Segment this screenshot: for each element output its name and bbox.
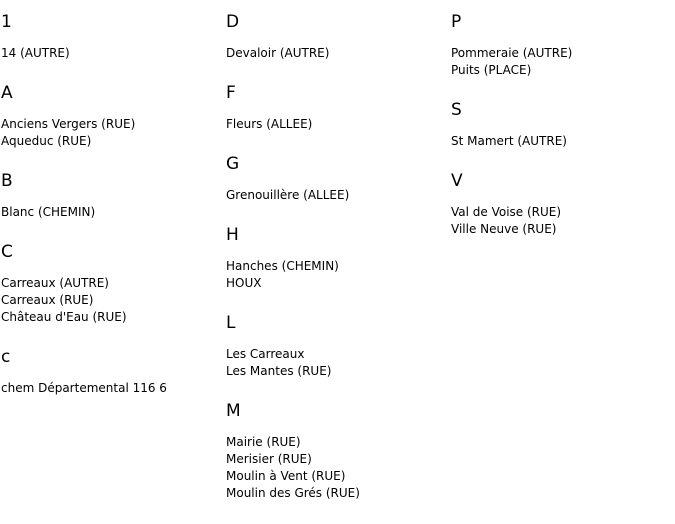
group-letter-heading: H bbox=[226, 225, 239, 245]
group-letter-heading: M bbox=[226, 401, 241, 421]
street-link[interactable]: Fleurs (ALLEE) bbox=[226, 117, 313, 131]
group-letter-heading: V bbox=[451, 171, 463, 191]
letter-group bbox=[1, 83, 221, 150]
street-list bbox=[1, 275, 221, 326]
group-letter-heading: F bbox=[226, 83, 236, 103]
street-list bbox=[226, 346, 446, 380]
street-link[interactable]: Moulin à Vent (RUE) bbox=[226, 469, 346, 483]
street-link[interactable]: Carreaux (AUTRE) bbox=[1, 276, 109, 290]
street-link[interactable]: Blanc (CHEMIN) bbox=[1, 205, 96, 219]
group-letter-heading: D bbox=[226, 12, 240, 32]
street-list bbox=[1, 45, 221, 62]
street-link[interactable]: Les Carreaux bbox=[226, 347, 305, 361]
street-link[interactable]: 14 (AUTRE) bbox=[1, 46, 70, 60]
letter-group bbox=[1, 242, 221, 326]
street-list bbox=[226, 45, 446, 62]
group-letter-heading: c bbox=[1, 347, 11, 367]
street-list bbox=[226, 258, 446, 292]
street-list bbox=[226, 116, 446, 133]
street-link[interactable]: Mairie (RUE) bbox=[226, 435, 301, 449]
letter-group bbox=[451, 100, 671, 150]
index-column bbox=[1, 0, 221, 397]
street-link[interactable]: Moulin des Grés (RUE) bbox=[226, 486, 360, 500]
street-list bbox=[1, 380, 221, 397]
letter-group bbox=[451, 12, 671, 79]
letter-group bbox=[226, 83, 446, 133]
street-list bbox=[451, 133, 671, 150]
group-letter-heading: P bbox=[451, 12, 462, 32]
letter-group bbox=[226, 313, 446, 380]
street-link[interactable]: Les Mantes (RUE) bbox=[226, 364, 332, 378]
street-link[interactable]: Merisier (RUE) bbox=[226, 452, 312, 466]
letter-group bbox=[451, 171, 671, 238]
letter-group bbox=[1, 12, 221, 62]
street-list bbox=[451, 204, 671, 238]
group-letter-heading: C bbox=[1, 242, 13, 262]
street-link[interactable]: chem Départemental 116 6 bbox=[1, 381, 167, 395]
letter-group bbox=[1, 347, 221, 397]
street-list bbox=[226, 434, 446, 502]
group-letter-heading: B bbox=[1, 171, 13, 191]
street-link[interactable]: Anciens Vergers (RUE) bbox=[1, 117, 136, 131]
street-link[interactable]: Hanches (CHEMIN) bbox=[226, 259, 339, 273]
index-column bbox=[451, 0, 671, 238]
street-link[interactable]: Ville Neuve (RUE) bbox=[451, 222, 557, 236]
street-link[interactable]: St Mamert (AUTRE) bbox=[451, 134, 567, 148]
group-letter-heading: L bbox=[226, 313, 236, 333]
group-letter-heading: G bbox=[226, 154, 240, 174]
group-letter-heading: 1 bbox=[1, 12, 12, 32]
street-list bbox=[451, 45, 671, 79]
letter-group bbox=[226, 401, 446, 502]
letter-group bbox=[226, 12, 446, 62]
street-link[interactable]: Devaloir (AUTRE) bbox=[226, 46, 330, 60]
street-link[interactable]: Grenouillère (ALLEE) bbox=[226, 188, 350, 202]
letter-group bbox=[226, 225, 446, 292]
index-column bbox=[226, 0, 446, 502]
letter-group bbox=[1, 171, 221, 221]
street-link[interactable]: Aqueduc (RUE) bbox=[1, 134, 92, 148]
street-list bbox=[1, 116, 221, 150]
street-link[interactable]: Château d'Eau (RUE) bbox=[1, 310, 127, 324]
street-list bbox=[1, 204, 221, 221]
group-letter-heading: S bbox=[451, 100, 462, 120]
street-link[interactable]: HOUX bbox=[226, 276, 262, 290]
group-letter-heading: A bbox=[1, 83, 13, 103]
letter-group bbox=[226, 154, 446, 204]
street-link[interactable]: Pommeraie (AUTRE) bbox=[451, 46, 573, 60]
street-link[interactable]: Carreaux (RUE) bbox=[1, 293, 94, 307]
street-link[interactable]: Val de Voise (RUE) bbox=[451, 205, 562, 219]
street-link[interactable]: Puits (PLACE) bbox=[451, 63, 532, 77]
street-list bbox=[226, 187, 446, 204]
